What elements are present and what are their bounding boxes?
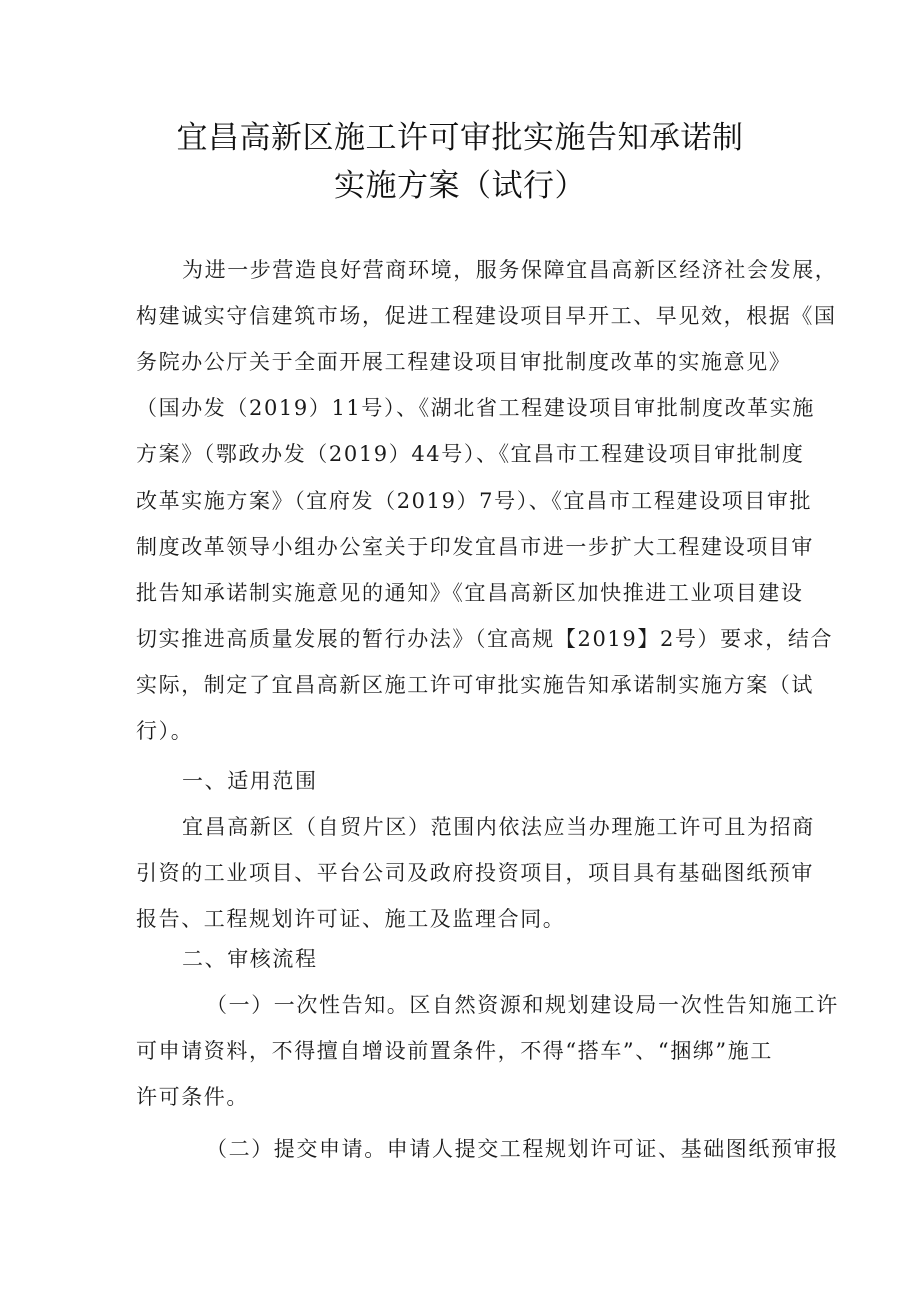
paragraph-line: （一）一次性告知。区自然资源和规划建设局一次性告知施工许: [206, 993, 839, 1017]
paragraph-line: 批告知承诺制实施意见的通知》《宜昌高新区加快推进工业项目建设: [136, 581, 804, 605]
paragraph-line: 实际，制定了宜昌高新区施工许可审批实施告知承诺制实施方案（试: [136, 673, 814, 697]
paragraph-line: （二）提交申请。申请人提交工程规划许可证、基础图纸预审报: [206, 1137, 839, 1161]
paragraph-line: 宜昌高新区（自贸片区）范围内依法应当办理施工许可且为招商: [182, 815, 815, 839]
paragraph-line: 许可条件。: [136, 1085, 249, 1109]
section-heading-scope: 一、适用范围: [182, 769, 318, 793]
paragraph-line: 报告、工程规划许可证、施工及监理合同。: [136, 907, 566, 931]
paragraph-line: 引资的工业项目、平台公司及政府投资项目，项目具有基础图纸预审: [136, 861, 814, 885]
title-line-2: 实施方案（试行）: [334, 168, 586, 204]
paragraph-line: 为进一步营造良好营商环境，服务保障宜昌高新区经济社会发展，: [182, 258, 838, 282]
paragraph-line: 方案》（鄂政办发（2019）44号）、《宜昌市工程建设项目审批制度: [136, 442, 805, 466]
paragraph-line: 制度改革领导小组办公室关于印发宜昌市进一步扩大工程建设项目审: [136, 535, 814, 559]
paragraph-line: 行）。: [136, 719, 194, 743]
paragraph-line: 切实推进高质量发展的暂行办法》（宜高规【2019】2号）要求，结合: [136, 627, 834, 651]
paragraph-line: 构建诚实守信建筑市场，促进工程建设项目早开工、早见效，根据《国: [136, 304, 837, 328]
paragraph-line: 改革实施方案》（宜府发（2019）7号）、《宜昌市工程建设项目审批: [136, 489, 813, 513]
paragraph-line: （国办发（2019）11号）、《湖北省工程建设项目审批制度改革实施: [136, 396, 815, 420]
section-heading-process: 二、审核流程: [182, 947, 318, 971]
title-line-1: 宜昌高新区施工许可审批实施告知承诺制: [176, 120, 744, 156]
paragraph-line: 可申请资料，不得擅自增设前置条件，不得“搭车”、“捆绑”施工: [136, 1039, 773, 1063]
paragraph-line: 务院办公厅关于全面开展工程建设项目审批制度改革的实施意见》: [136, 350, 792, 374]
